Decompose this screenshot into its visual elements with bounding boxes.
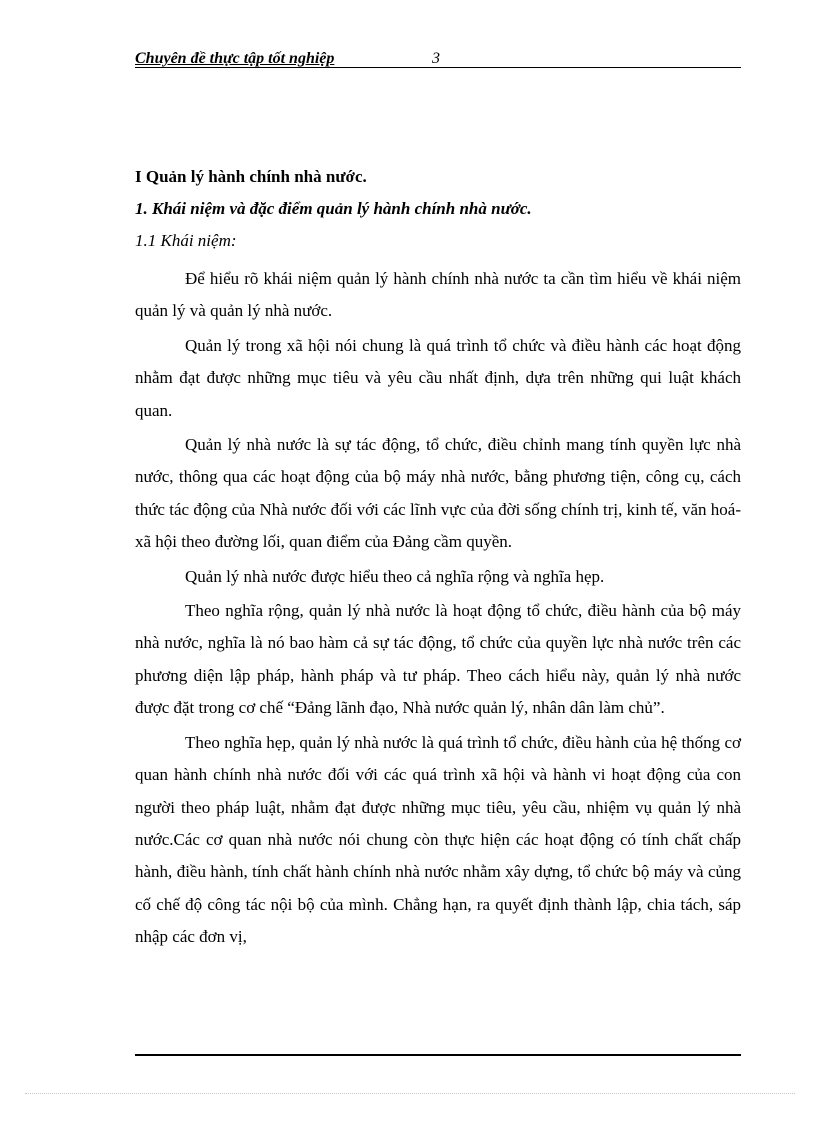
footer-rule (135, 1054, 741, 1056)
page-number: 3 (432, 50, 440, 67)
paragraph: Quản lý trong xã hội nói chung là quá trình tổ chức và điều hành các hoạt động nhằm đạt được những mục tiêu và yêu cầu nhất định, dựa trên những qui luật khách quan. (135, 335, 741, 420)
subsection-heading: 1. Khái niệm và đặc điểm quản lý hành chính nhà nước. (135, 199, 532, 218)
page-content (135, 165, 741, 954)
sub-subsection-heading: 1.1 Khái niệm: (135, 231, 237, 250)
header-rule (135, 67, 741, 68)
paragraph: Theo nghĩa rộng, quản lý nhà nước là hoạt động tổ chức, điều hành của bộ máy nhà nước, nghĩa là nó bao hàm cả sự tác động, tổ chức của quyền lực nhà nước trên các phương diện lập pháp, hành pháp và tư pháp. Theo cách hiểu này, quản lý nhà nước được đặt trong cơ chế “Đảng lãnh đạo, Nhà nước quản lý, nhân dân làm chủ”. (135, 601, 741, 718)
paragraph: Quản lý nhà nước là sự tác động, tổ chức, điều chỉnh mang tính quyền lực nhà nước, thông qua các hoạt động của bộ máy nhà nước, bằng phương tiện, công cụ, cách thức tác động của Nhà nước đối với các lĩnh vực của đời sống chính trị, kinh tế, văn hoá-xã hội theo đường lối, quan điểm của Đảng cầm quyền. (135, 435, 741, 552)
section-heading: I Quản lý hành chính nhà nước. (135, 167, 367, 186)
paragraph: Quản lý nhà nước được hiểu theo cả nghĩa rộng và nghĩa hẹp. (185, 566, 605, 586)
page-edge-divider (25, 1093, 795, 1094)
paragraph: Theo nghĩa hẹp, quản lý nhà nước là quá trình tổ chức, điều hành của hệ thống cơ quan hành chính nhà nước đối với các quá trình xã hội và hành vi hoạt động của con người theo pháp luật, nhằm đạt được những mục tiêu, yêu cầu, nhiệm vụ quản lý nhà nước.Các cơ quan nhà nước nói chung còn thực hiện các hoạt động có tính chất chấp hành, điều hành, tính chất hành chính nhà nước nhằm xây dựng, tổ chức bộ máy và củng cố chế độ công tác nội bộ của mình. Chẳng hạn, ra quyết định thành lập, chia tách, sáp nhập các đơn vị, (135, 732, 741, 947)
page-header (135, 50, 741, 70)
paragraph: Để hiểu rõ khái niệm quản lý hành chính nhà nước ta cần tìm hiểu về khái niệm quản lý và quản lý nhà nước. (135, 269, 741, 321)
header-title: Chuyên đề thực tập tốt nghiệp (135, 50, 335, 67)
